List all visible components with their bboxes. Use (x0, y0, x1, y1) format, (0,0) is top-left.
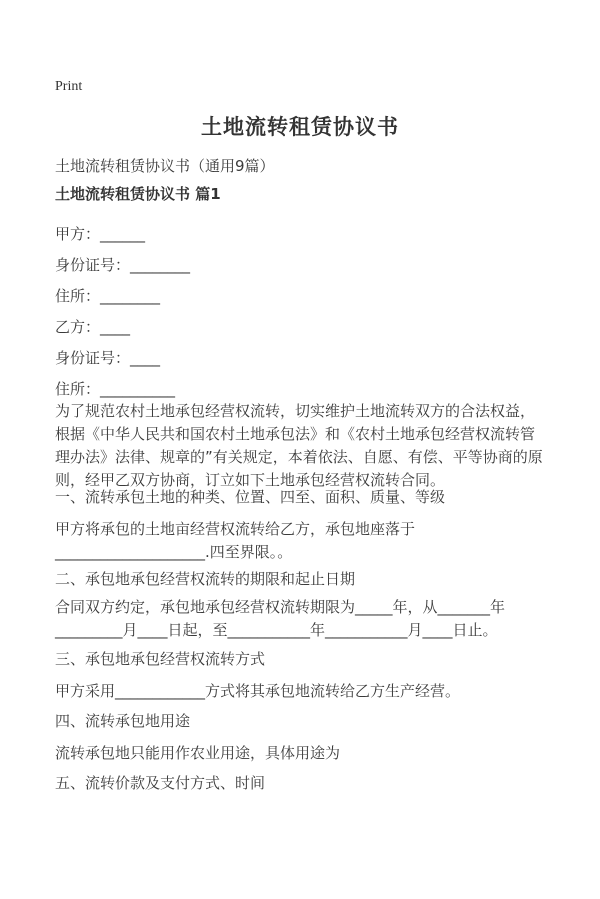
print-button[interactable]: Print (55, 79, 83, 94)
section-5-title: 五、流转价款及支付方式、时间 (55, 774, 266, 792)
page-subtitle: 土地流转租赁协议书（通用9篇） (55, 157, 275, 175)
field-row-party-b-id (55, 347, 547, 368)
field-row-party-b (55, 316, 547, 337)
field-blank-party-a-address: ________ (100, 287, 161, 305)
field-blank-party-b: ____ (100, 318, 131, 336)
field-blank-party-a-id: ________ (130, 256, 191, 274)
part-heading: 土地流转租赁协议书 篇1 (55, 185, 221, 203)
section-4-title: 四、流转承包地用途 (55, 712, 191, 730)
field-blank-party-b-id: ____ (130, 349, 161, 367)
field-label-party-b-id: 身份证号： (55, 349, 131, 367)
field-label-party-b: 乙方： (55, 318, 101, 336)
section-2-body: 合同双方约定，承包地承包经营权流转期限为_____年，从_______年_________月____日起，至___________年___________月____日止。 (55, 598, 506, 639)
intro-paragraph: 为了规范农村土地承包经营权流转，切实维护土地流转双方的合法权益，根据《中华人民共和国农村土地承包法》和《农村土地承包经营权流转管理办法》法律、规章的”有关规定，本着依法、自愿、有偿、平等协商的原则，经甲乙双方协商，订立如下土地承包经营权流转合同。 (55, 402, 543, 489)
field-label-party-b-address: 住所： (55, 380, 101, 398)
field-label-party-a-id: 身份证号： (55, 256, 131, 274)
field-row-party-a-address (55, 285, 547, 306)
field-blank-party-a: ______ (100, 225, 146, 243)
section-2-title: 二、承包地承包经营权流转的期限和起止日期 (55, 570, 356, 588)
field-row-party-a-id (55, 254, 547, 275)
field-row-party-b-address (55, 378, 547, 399)
section-3-body: 甲方采用____________方式将其承包地流转给乙方生产经营。 (55, 682, 461, 700)
section-1-body: 甲方将承包的土地亩经营权流转给乙方，承包地座落于____________________.四至界限。。 (55, 520, 416, 561)
page-title: 土地流转租赁协议书 (201, 115, 399, 139)
field-label-party-a-address: 住所： (55, 287, 101, 305)
field-blank-party-b-address: __________ (100, 380, 176, 398)
field-row-party-a (55, 223, 547, 244)
section-1-title: 一、流转承包土地的种类、位置、四至、面积、质量、等级 (55, 488, 446, 506)
field-label-party-a: 甲方： (55, 225, 101, 243)
section-4-body: 流转承包地只能用作农业用途，具体用途为 (55, 744, 341, 762)
section-3-title: 三、承包地承包经营权流转方式 (55, 650, 266, 668)
